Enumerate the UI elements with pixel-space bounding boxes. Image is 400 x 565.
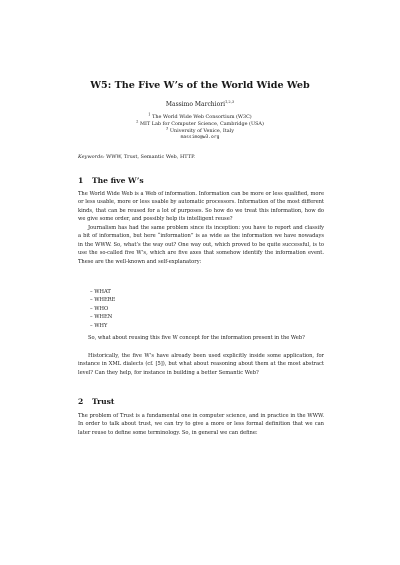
- paragraph: So, what about reusing this five W concept for the information present in the Web?: [88, 335, 305, 341]
- list-item: – WHEN: [90, 313, 115, 321]
- list-item: – WHERE: [90, 296, 115, 304]
- affiliation-3: [0, 128, 400, 135]
- list-item: – WHY: [90, 322, 115, 330]
- five-w-list: [90, 288, 115, 330]
- list-item: – WHO: [90, 305, 115, 313]
- affiliation-mark: 2: [136, 119, 139, 124]
- section-title: The five W’s: [92, 176, 144, 185]
- paper-title: W5: The Five W’s of the World Wide Web: [90, 80, 310, 91]
- author-line: [0, 101, 400, 108]
- affiliation-mark: 3: [166, 126, 169, 131]
- keywords: [78, 154, 324, 160]
- list-item: – WHAT: [90, 288, 115, 296]
- author-name: Massimo Marchiori: [165, 101, 225, 108]
- section-title: Trust: [92, 397, 115, 406]
- author-affiliation-marks: 1,2,3: [224, 100, 235, 104]
- affiliation-text: MIT Lab for Computer Science, Cambridge (USA): [139, 121, 264, 127]
- paragraph: The World Wide Web is a Web of information. Information can be more or less qualified, more or less usable, more or less usable by automatic processors. Information of the most different kinds, that can be reused for a lot of purposes. So how do we treat this information, how do we give some order, and possibly help its intelligent reuse?: [78, 191, 324, 223]
- keywords-text: WWW, Trust, Semantic Web, HTTP.: [106, 154, 196, 160]
- affiliation-text: University of Venice, Italy: [169, 128, 234, 134]
- section-number: 1: [78, 176, 84, 185]
- paragraph: Journalism has had the same problem since its inception: you have to report and classify a bit of information, but here “information” is as wide as the information we have nowadays in the WWW. So, what’s the way out? One way out, which proved to be quite successful, is to use the so-called five W’s, which are five axes that somehow identify the information event. These are the well-known and self-explanatory:: [78, 225, 324, 265]
- paragraph: The problem of Trust is a fundamental one in computer science, and in practice in the WWW. In order to talk about trust, we can try to give a more or less formal definition that we can later reuse to define some terminology. So, in general we can define:: [78, 413, 324, 436]
- paragraph: Historically, the five W’s have already been used explicitly inside some application, for instance in XML dialects (cf. [5]), but what about reasoning about them at the most abstract level? Can they help, for instance in building a better Semantic Web?: [78, 353, 324, 376]
- section-heading-1: [78, 176, 144, 185]
- section-number: 2: [78, 397, 84, 406]
- keywords-label: Keywords:: [78, 154, 105, 160]
- affiliation-text: The World Wide Web Consortium (W3C): [152, 114, 252, 120]
- affiliation-mark: 1: [148, 112, 151, 117]
- section-heading-2: [78, 397, 114, 406]
- author-email: massimo@w3.org: [180, 135, 220, 140]
